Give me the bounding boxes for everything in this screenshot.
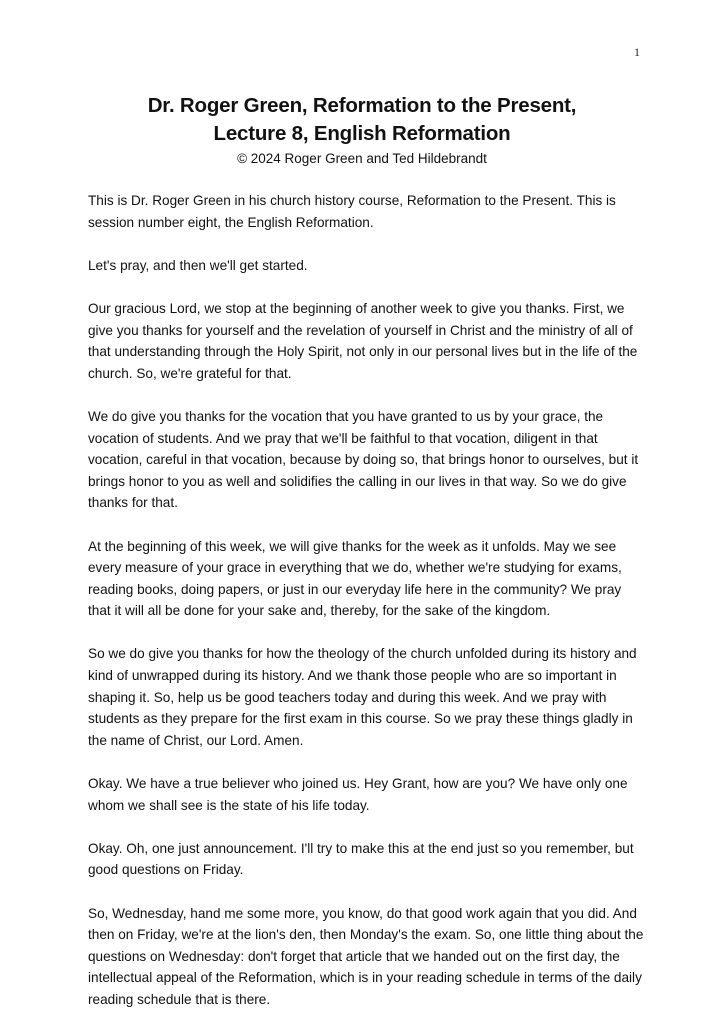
paragraph-intro: This is Dr. Roger Green in his church history course, Reformation to the Present. This is session number eight, the English Reformation. <box>88 193 616 230</box>
paragraph-announcement: Okay. Oh, one just announcement. I'll try to make this at the end just so you remember, but good questions on Friday. <box>88 840 634 878</box>
document-title-line-2: Lecture 8, English Reformation <box>213 122 511 145</box>
paragraph-schedule: So, Wednesday, hand me some more, you know, do that good work again that you did. And then on Friday, we're at the lion's den, then Monday's the exam. So, one little thing about the questions on Wednesday: don't forget that article that we handed out on the first day, the intellectual appeal of the Reformation, which is in your reading schedule in terms of the daily reading schedule that is there. <box>88 905 644 1007</box>
paragraph-prayer-opening: Our gracious Lord, we stop at the beginning of another week to give you thanks. First, we give you thanks for yourself and the revelation of yourself in Christ and the ministry of all of that understanding through the Holy Spirit, not only in our personal lives but in the life of the church. So, we're grateful for that. <box>88 300 638 381</box>
page-number: 1 <box>634 45 640 59</box>
transcript-body <box>88 190 644 1032</box>
document-header <box>0 92 724 169</box>
paragraph-prayer-theology: So we do give you thanks for how the theology of the church unfolded during its history and kind of unwrapped during its history. And we thank those people who are so important in shaping it. So, help us be good teachers today and during this week. And we pray with students as they prepare for the first exam in this course. So we pray these things gladly in the name of Christ, our Lord. Amen. <box>88 646 637 748</box>
copyright-notice: © 2024 Roger Green and Ted Hildebrandt <box>237 151 487 166</box>
paragraph-lets-pray: Let's pray, and then we'll get started. <box>88 257 308 273</box>
paragraph-prayer-vocation: We do give you thanks for the vocation that you have granted to us by your grace, the vocation of students. And we pray that we'll be faithful to that vocation, diligent in that vocation, careful in that vocation, because by doing so, that brings honor to ourselves, but it brings honor to you as well and solidifies the calling in our lives in that way. So we do give thanks for that. <box>88 408 639 511</box>
paragraph-greeting: Okay. We have a true believer who joined us. Hey Grant, how are you? We have only one whom we shall see is the state of his life today. <box>88 776 628 813</box>
document-title-line-1: Dr. Roger Green, Reformation to the Present, <box>147 94 577 117</box>
paragraph-prayer-week: At the beginning of this week, we will give thanks for the week as it unfolds. May we see every measure of your grace in everything that we do, whether we're studying for exams, reading books, doing papers, or just in our everyday life here in the community? We pray that it will all be done for your sake and, thereby, for the sake of the kingdom. <box>88 538 622 619</box>
